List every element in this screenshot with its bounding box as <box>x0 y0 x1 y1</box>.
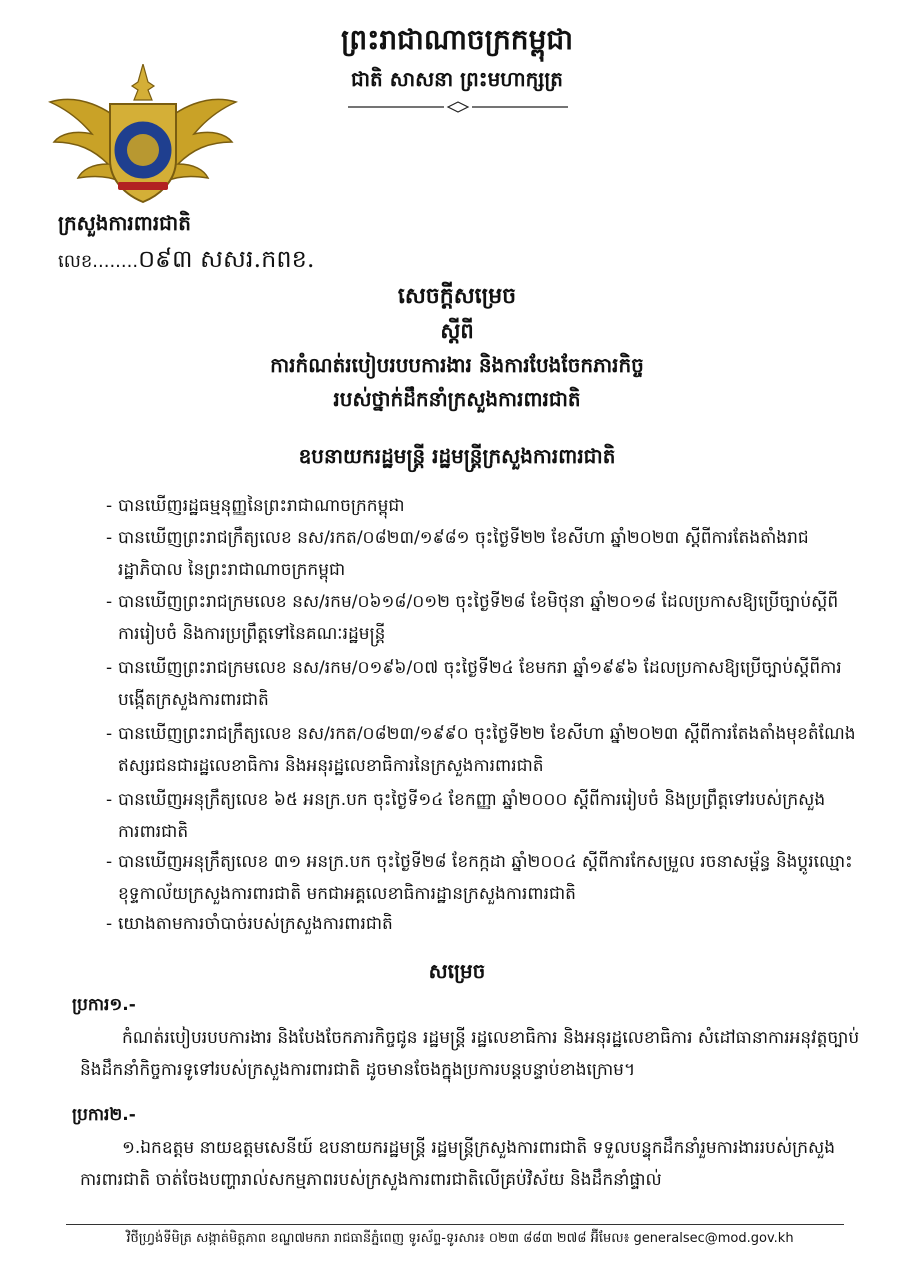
visa-item: - បានឃើញព្រះរាជក្រមលេខ នស/រកម/០១៩៦/០៧ ចុះថ្ងៃទី២៤ ខែមករា ឆ្នាំ១៩៩៦ ដែលប្រកាសឱ្យប្រើច្បាប់ស្ដីពីការបង្កើតក្រសួងការពារជាតិ <box>106 658 842 710</box>
issuing-authority: ឧបនាយករដ្ឋមន្ត្រី រដ្ឋមន្ត្រីក្រសួងការពារជាតិ <box>298 444 616 468</box>
reference-number: ០៩៣ សសរ.កពខ. <box>138 245 315 273</box>
footer-address: វិថីហ្វ្រង់ទីមិត្រ សង្កាត់មិត្តភាព ខណ្ឌ៧មករា រាជធានីភ្នំពេញ ទូរស័ព្ទ-ទូរសារ៖ ០២៣ ៨៨៣ ២៧៨ អ៊ីមែល៖ generalsec@mod.gov.kh <box>126 1231 794 1246</box>
decision-heading: សម្រេច <box>428 959 486 983</box>
article-2-heading: ប្រការ២.- <box>72 1105 136 1125</box>
article-1-heading: ប្រការ១.- <box>72 995 136 1015</box>
title-subject-line1: ការកំណត់របៀបរបបការងារ និងការបែងចែកភារកិច្ច <box>270 353 644 377</box>
footer-divider <box>66 1224 844 1225</box>
ministry-name: ក្រសួងការពារជាតិ <box>58 211 191 235</box>
article-1-text: កំណត់របៀបរបបការងារ និងបែងចែកភារកិច្ចជូន រដ្ឋមន្ត្រី រដ្ឋលេខាធិការ និងអនុរដ្ឋលេខាធិការ សំដៅធានាការអនុវត្តច្បាប់ និងដឹកនាំកិច្ចការទូទៅរបស់ក្រសួងការពារជាតិ ដូចមានចែងក្នុងប្រការបន្តបន្ទាប់ខាងក្រោម។ <box>80 1028 860 1080</box>
visa-item: - បានឃើញព្រះរាជក្រឹត្យលេខ នស/រកត/០៨២៣/១៩៨១ ចុះថ្ងៃទី២២ ខែសីហា ឆ្នាំ២០២៣ ស្ដីពីការតែងតាំងរាជរដ្ឋាភិបាល នៃព្រះរាជាណាចក្រកម្ពុជា <box>106 528 809 580</box>
visa-item: - យោងតាមការចាំបាច់របស់ក្រសួងការពារជាតិ <box>106 914 393 934</box>
visa-item: - បានឃើញរដ្ឋធម្មនុញ្ញនៃព្រះរាជាណាចក្រកម្ពុជា <box>106 496 405 516</box>
kingdom-heading: ព្រះរាជាណាចក្រកម្ពុជា <box>340 23 573 56</box>
visa-item: - បានឃើញអនុក្រឹត្យលេខ ៦៥ អនក្រ.បក ចុះថ្ងៃទី១៤ ខែកញ្ញា ឆ្នាំ២០០០ ស្ដីពីការរៀបចំ និងប្រព្រឹត្តទៅរបស់ក្រសួងការពារជាតិ <box>106 790 826 842</box>
reference-label: លេខ <box>58 251 93 272</box>
article-2-text: ១.ឯកឧត្តម នាយឧត្តមសេនីយ៍ ឧបនាយករដ្ឋមន្ត្រី រដ្ឋមន្ត្រីក្រសួងការពារជាតិ ទទួលបន្ទុកដឹកនាំរួមការងាររបស់ក្រសួងការពារជាតិ ចាត់ចែងបញ្ហារាល់សកម្មភាពរបស់ក្រសួងការពារជាតិលើគ្រប់វិស័យ និងដឹកនាំផ្ទាល់ <box>80 1138 835 1190</box>
visa-item: - បានឃើញអនុក្រឹត្យលេខ ៣១ អនក្រ.បក ចុះថ្ងៃទី២៨ ខែកក្កដា ឆ្នាំ២០០៤ ស្ដីពីការកែសម្រួល រចនាសម្ព័ន្ធ និងប្ដូរឈ្មោះខុទ្ទកាល័យក្រសួងការពារជាតិ មកជាអគ្គលេខាធិការដ្ឋានក្រសួងការពារជាតិ <box>106 852 853 904</box>
visa-item: - បានឃើញព្រះរាជក្រឹត្យលេខ នស/រកត/០៨២៣/១៩៩០ ចុះថ្ងៃទី២២ ខែសីហា ឆ្នាំ២០២៣ ស្ដីពីការតែងតាំងមុខតំណែងឥស្សរជនជារដ្ឋលេខាធិការ និងអនុរដ្ឋលេខាធិការនៃក្រសួងការពារជាតិ <box>106 724 856 776</box>
national-motto: ជាតិ សាសនា ព្រះមហាក្សត្រ <box>351 67 563 91</box>
visa-item: - បានឃើញព្រះរាជក្រមលេខ នស/រកម/០៦១៨/០១២ ចុះថ្ងៃទី២៨ ខែមិថុនា ឆ្នាំ២០១៨ ដែលប្រកាសឱ្យប្រើច្បាប់ស្ដីពីការរៀបចំ និងការប្រព្រឹត្តទៅនៃគណៈរដ្ឋមន្ត្រី <box>106 592 839 644</box>
ministry-emblem-icon <box>48 64 238 214</box>
title-subject-line2: របស់ថ្នាក់ដឹកនាំក្រសួងការពារជាតិ <box>333 387 581 411</box>
document-title: សេចក្ដីសម្រេច <box>397 283 517 309</box>
motto-ornament <box>348 100 568 114</box>
reference-line: លេខ........០៩៣ សសរ.កពខ. <box>58 245 315 273</box>
title-about: ស្ដីពី <box>440 318 474 343</box>
